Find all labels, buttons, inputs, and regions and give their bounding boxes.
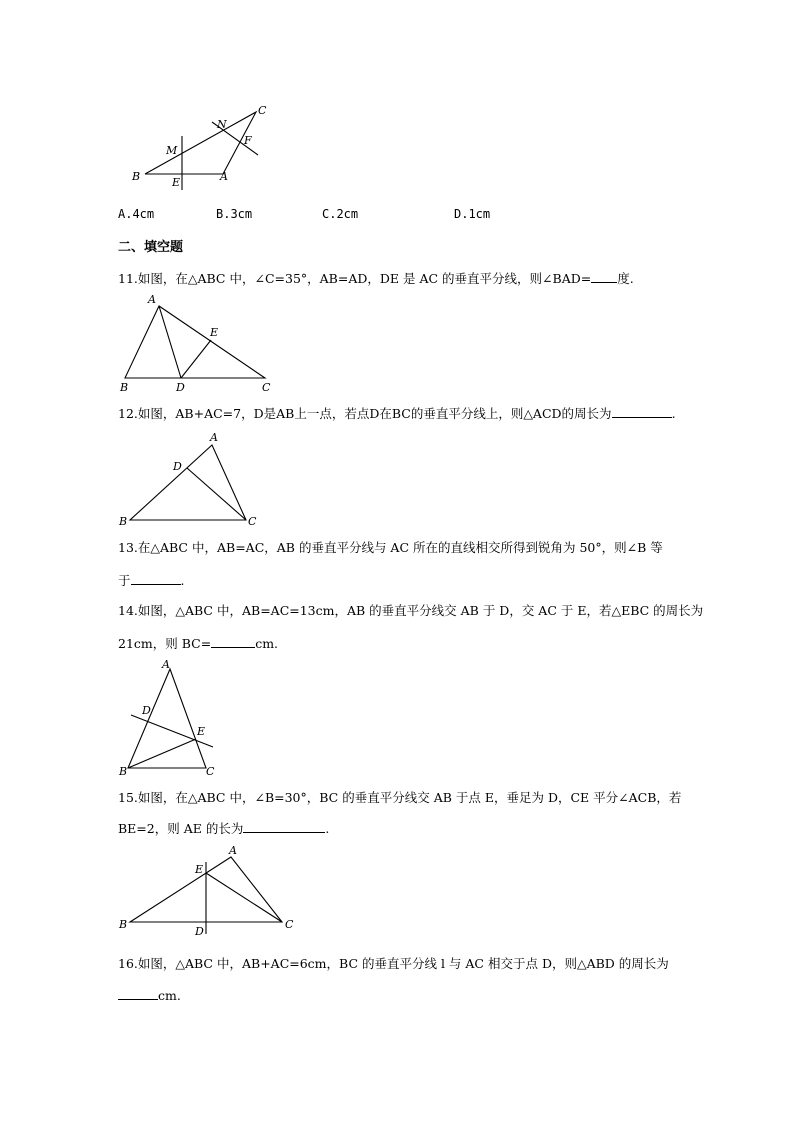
q10-option-d: D.1cm — [454, 207, 491, 221]
q11-answer-blank[interactable] — [591, 270, 617, 283]
q16-text-end: cm. — [158, 988, 181, 1003]
q12-text-end: . — [671, 406, 676, 421]
fig14-label-a: A — [162, 658, 170, 671]
fig12-label-a: A — [210, 431, 218, 444]
q10-option-a: A.4cm — [118, 207, 155, 221]
fig10-label-a: A — [220, 170, 228, 183]
figure-q11 — [115, 290, 280, 395]
fig15-label-e: E — [195, 863, 204, 876]
fig10-triangle — [145, 112, 256, 174]
fig10-label-f: F — [244, 134, 252, 147]
fig12-triangle-abc — [130, 445, 246, 520]
question-12 — [118, 405, 676, 422]
q13-answer-blank[interactable] — [131, 572, 181, 585]
fig11-label-c: C — [262, 381, 271, 394]
fig10-label-c: C — [258, 104, 267, 117]
question-14-line-2 — [118, 635, 278, 652]
fig11-label-a: A — [148, 293, 156, 306]
fig12-label-d: D — [173, 460, 182, 473]
q12-answer-blank[interactable] — [612, 405, 672, 418]
q12-text: 12.如图，AB+AC=7，D是AB上一点，若点D在BC的垂直平分线上，则△ACD的周长为 — [118, 406, 612, 421]
question-11 — [118, 270, 634, 287]
fig10-label-n: N — [217, 118, 227, 131]
q15-answer-blank[interactable] — [243, 820, 325, 833]
fig15-label-a: A — [229, 844, 237, 857]
q11-text-end: 度. — [617, 271, 634, 286]
fig10-label-m: M — [166, 144, 178, 157]
fig15-segment-ec — [206, 873, 282, 922]
fig11-triangle-abc — [125, 306, 265, 378]
q14-answer-blank[interactable] — [211, 635, 255, 648]
figure-q14 — [115, 655, 227, 780]
q11-text: 11.如图，在△ABC 中，∠C=35°，AB=AD，DE 是 AC 的垂直平分线，则∠BAD= — [118, 271, 592, 286]
figure-q15 — [115, 840, 305, 940]
question-15-line-2 — [118, 820, 329, 837]
fig12-label-c: C — [248, 515, 257, 528]
q10-option-b: B.3cm — [216, 207, 253, 221]
q13-text-end: . — [180, 573, 185, 588]
q15-text: BE=2，则 AE 的长为 — [118, 821, 244, 836]
fig10-label-e: E — [172, 176, 181, 189]
fig11-label-d: D — [176, 381, 185, 394]
fig14-label-c: C — [206, 765, 215, 778]
figure-q10 — [128, 100, 278, 192]
fig11-segment-de — [181, 340, 211, 378]
fig11-label-e: E — [210, 326, 219, 339]
question-15-line-1: 15.如图，在△ABC 中，∠B=30°，BC 的垂直平分线交 AB 于点 E，垂足为 D，CE 平分∠ACB，若 — [118, 790, 682, 805]
question-16-line-2 — [118, 987, 181, 1004]
fig10-label-b: B — [132, 170, 141, 183]
fig15-label-b: B — [119, 918, 128, 931]
q15-text-end: . — [325, 821, 330, 836]
fig15-label-d: D — [195, 925, 204, 938]
fig12-label-b: B — [119, 515, 128, 528]
fig11-segment-ad — [159, 306, 181, 378]
fig11-label-b: B — [120, 381, 129, 394]
q10-option-c: C.2cm — [322, 207, 359, 221]
fig14-label-b: B — [119, 765, 128, 778]
fig14-label-d: D — [142, 704, 151, 717]
question-13-line-2 — [118, 572, 185, 589]
q16-answer-blank[interactable] — [118, 987, 158, 1000]
fig15-label-c: C — [285, 918, 294, 931]
question-16-line-1: 16.如图，△ABC 中，AB+AC=6cm，BC 的垂直平分线 l 与 AC 相交于点 D，则△ABD 的周长为 — [118, 956, 669, 971]
question-14-line-1: 14.如图，△ABC 中，AB=AC=13cm，AB 的垂直平分线交 AB 于 D，交 AC 于 E，若△EBC 的周长为 — [118, 603, 704, 618]
section-title: 二、填空题 — [118, 240, 184, 255]
q14-text: 21cm，则 BC= — [118, 636, 212, 651]
q13-text: 于 — [118, 573, 131, 588]
fig12-segment-dc — [187, 468, 246, 520]
question-13-line-1: 13.在△ABC 中，AB=AC，AB 的垂直平分线与 AC 所在的直线相交所得到锐角为 50°，则∠B 等 — [118, 540, 663, 555]
fig14-label-e: E — [197, 725, 206, 738]
q14-text-end: cm. — [255, 636, 279, 651]
figure-q12 — [115, 428, 265, 532]
